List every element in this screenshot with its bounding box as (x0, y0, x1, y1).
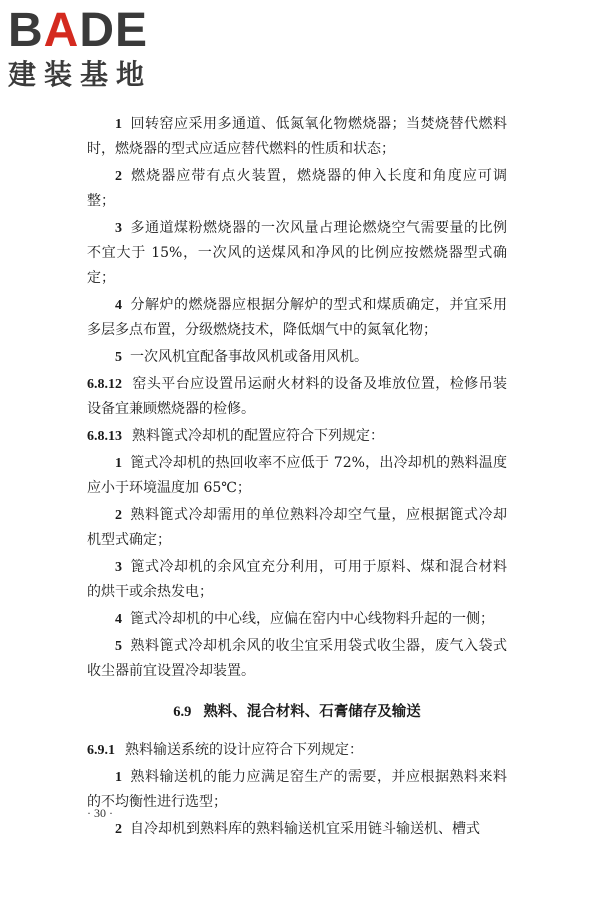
clause-6-8-13: 6.8.13 熟料篦式冷却机的配置应符合下列规定： (87, 428, 384, 444)
clause-6-8-12: 6.8.12 窑头平台应设置吊运耐火材料的设备及堆放位置，检修吊装设备宜兼顾燃烧器的检修。 (87, 376, 507, 417)
list-item: 1 篦式冷却机的热回收率不应低于 72%，出冷却机的熟料温度应小于环境温度加 65℃； (87, 455, 507, 496)
list-item: 3 多通道煤粉燃烧器的一次风量占理论燃烧空气需要量的比例不宜大于 15%，一次风的送煤风和净风的比例应按燃烧器型式确定； (87, 220, 507, 286)
list-item: 3 篦式冷却机的余风宜充分利用，可用于原料、煤和混合材料的烘干或余热发电； (87, 559, 507, 600)
list-item: 2 自冷却机到熟料库的熟料输送机宜采用链斗输送机、槽式 (115, 821, 480, 837)
list-item: 5 熟料篦式冷却机余风的收尘宜采用袋式收尘器，废气入袋式收尘器前宜设置冷却装置。 (87, 638, 507, 679)
list-item: 5 一次风机宜配备事故风机或备用风机。 (115, 349, 368, 365)
list-item: 4 分解炉的燃烧器应根据分解炉的型式和煤质确定，并宜采用多层多点布置，分级燃烧技术，降低烟气中的氮氧化物； (87, 297, 507, 338)
list-item: 4 篦式冷却机的中心线，应偏在窑内中心线物料升起的一侧； (115, 611, 494, 627)
list-item: 2 熟料篦式冷却需用的单位熟料冷却空气量，应根据篦式冷却机型式确定； (87, 507, 507, 548)
bade-logo (8, 6, 188, 96)
list-item: 2 燃烧器应带有点火装置，燃烧器的伸入长度和角度应可调整； (87, 168, 507, 209)
clause-6-9-1: 6.9.1 熟料输送系统的设计应符合下列规定： (87, 742, 363, 758)
page-number: · 30 · (87, 806, 113, 820)
logo-wordmark: BADE (8, 4, 149, 57)
list-item: 1 熟料输送机的能力应满足窑生产的需要，并应根据熟料来料的不均衡性进行选型； (87, 769, 507, 810)
list-item: 1 回转窑应采用多通道、低氮氧化物燃烧器；当焚烧替代燃料时，燃烧器的型式应适应替代燃料的性质和状态； (87, 116, 507, 157)
document-body (87, 112, 507, 844)
logo-subtitle: 建装基地 (8, 58, 153, 91)
section-heading-6-9: 6.9 熟料、混合材料、石膏储存及输送 (173, 704, 421, 720)
